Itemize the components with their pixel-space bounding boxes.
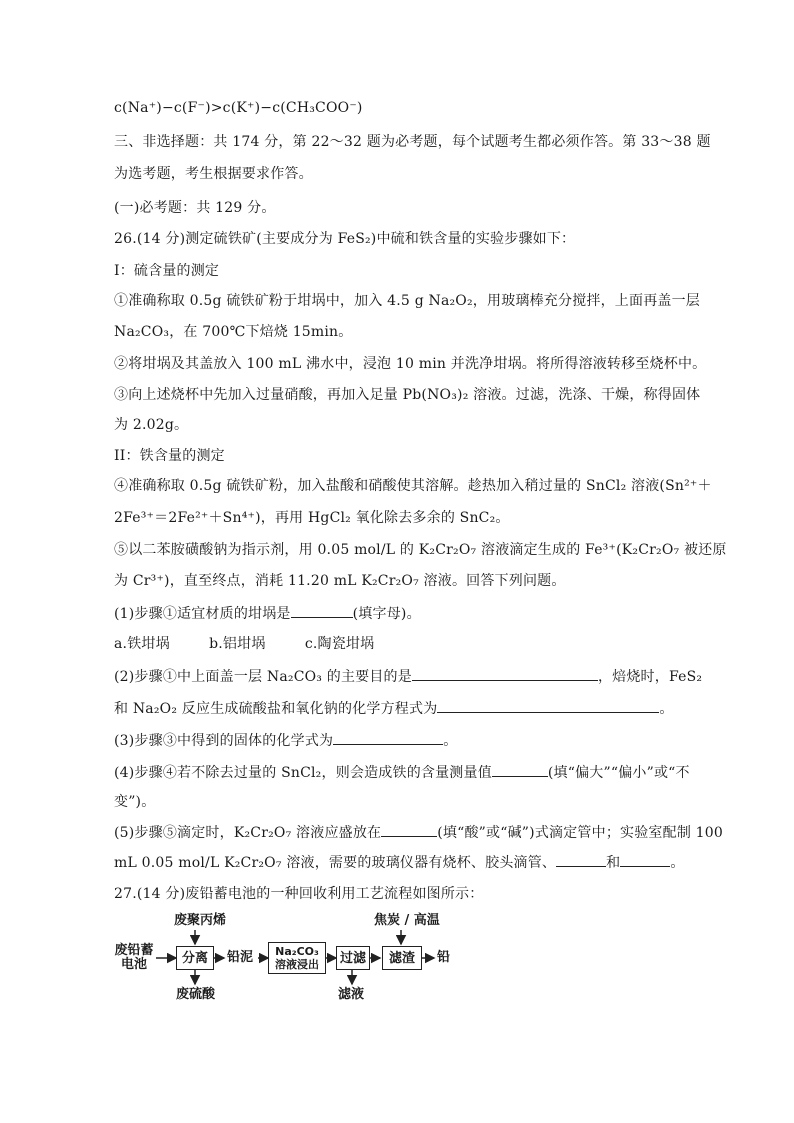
answer-option-text: c(Na⁺)−c(F⁻)>c(K⁺)−c(CH₃COO⁻) — [114, 100, 363, 116]
step-3-text-cont: 为 2.02g。 — [114, 417, 189, 433]
box-filter: 过滤 — [336, 946, 370, 970]
question-4-text: (4)步骤④若不除去过量的 SnCl₂，则会造成铁的含量测量值 — [114, 765, 492, 781]
answer-blank-2a[interactable] — [412, 666, 598, 681]
question-4-hint: (填“偏大”“偏小”或“不 — [547, 765, 690, 781]
start-label-line2: 电池 — [120, 957, 147, 972]
answer-blank-5c[interactable] — [620, 852, 670, 867]
question-1-hint: (填字母)。 — [352, 606, 421, 622]
question-5-and: 和 — [606, 855, 621, 871]
step-5-text: ⑤以二苯胺磺酸钠为指示剂，用 0.05 mol/L 的 K₂Cr₂O₇ 溶液滴定生成的 Fe³⁺(K₂Cr₂O₇ 被还原 — [114, 542, 727, 558]
start-label — [112, 944, 156, 972]
question-1-text: (1)步骤①适宜材质的坩埚是 — [114, 606, 291, 622]
question-5-end: 。 — [670, 855, 685, 871]
label-waste-sulfuric-acid: 废硫酸 — [176, 987, 216, 1002]
option-b: b.铝坩埚 — [209, 636, 266, 652]
start-label-line1: 废铅蓄 — [114, 943, 154, 958]
question-5-text-mid: (填“酸”或“碱”)式滴定管中；实验室配制 100 — [437, 825, 723, 841]
question-5-text: (5)步骤⑤滴定时，K₂Cr₂O₇ 溶液应盛放在 — [114, 825, 382, 841]
label-filtrate: 滤液 — [338, 987, 365, 1002]
box-na2co3-line2: 溶液浸出 — [275, 958, 319, 971]
option-a: a.铁坩埚 — [114, 636, 170, 652]
answer-blank-1[interactable] — [291, 603, 353, 618]
step-1-text: ①准确称取 0.5g 硫铁矿粉于坩埚中，加入 4.5 g Na₂O₂，用玻璃棒充分搅拌，上面再盖一层 — [114, 293, 701, 309]
question-26-title: 26.(14 分)测定硫铁矿(主要成分为 FeS₂)中硫和铁含量的实验步骤如下： — [114, 231, 576, 247]
question-3-end: 。 — [443, 733, 458, 749]
question-2-end: 。 — [659, 701, 674, 717]
answer-blank-5b[interactable] — [556, 852, 606, 867]
subsection-heading: (一)必考题：共 129 分。 — [114, 200, 276, 216]
part-2-heading: II：铁含量的测定 — [114, 448, 225, 464]
question-5-text-2: mL 0.05 mol/L K₂Cr₂O₇ 溶液，需要的玻璃仪器有烧杯、胶头滴管、 — [114, 855, 557, 871]
question-27-title: 27.(14 分)废铅蓄电池的一种回收利用工艺流程如图所示： — [114, 886, 484, 902]
question-1 — [114, 603, 694, 624]
box-na2co3-leach — [268, 942, 326, 974]
question-3 — [114, 730, 694, 751]
label-coke-high-temp: 焦炭 / 高温 — [374, 913, 440, 928]
step-5-text-cont: 为 Cr³⁺)，直至终点，消耗 11.20 mL K₂Cr₂O₇ 溶液。回答下列问题。 — [114, 573, 566, 589]
step-1-text-cont: Na₂CO₃，在 700℃下焙烧 15min。 — [114, 324, 353, 340]
part-1-heading: I：硫含量的测定 — [114, 263, 220, 279]
answer-blank-4[interactable] — [492, 762, 548, 777]
label-waste-polypropylene: 废聚丙烯 — [174, 913, 227, 928]
label-lead: 铅 — [437, 950, 451, 965]
question-4-cont: 变”)。 — [114, 794, 156, 810]
answer-blank-2b[interactable] — [437, 698, 659, 713]
question-2 — [114, 666, 703, 687]
step-4-text-cont: 2Fe³⁺＝2Fe²⁺＋Sn⁴⁺)，再用 HgCl₂ 氧化除去多余的 SnC₂。 — [114, 510, 510, 526]
question-5-cont — [114, 852, 694, 873]
step-3-text: ③向上述烧杯中先加入过量硝酸，再加入足量 Pb(NO₃)₂ 溶液。过滤，洗涤、干燥，称得固体 — [114, 387, 701, 403]
question-5 — [114, 822, 723, 843]
question-3-text: (3)步骤③中得到的固体的化学式为 — [114, 733, 334, 749]
section-heading-cont: 为选考题，考生根据要求作答。 — [114, 166, 313, 182]
box-na2co3-line1: Na₂CO₃ — [275, 945, 319, 958]
question-1-options — [114, 634, 694, 654]
process-flowchart — [112, 912, 472, 1004]
label-lead-mud: 铅泥 — [227, 950, 254, 965]
question-2-text-2: 和 Na₂O₂ 反应生成硫酸盐和氧化钠的化学方程式为 — [114, 701, 438, 717]
box-residue: 滤渣 — [382, 946, 422, 970]
box-separate: 分离 — [176, 946, 214, 970]
question-2-text: (2)步骤①中上面盖一层 Na₂CO₃ 的主要目的是 — [114, 669, 412, 685]
option-c: c.陶瓷坩埚 — [304, 636, 375, 652]
answer-blank-3[interactable] — [333, 730, 443, 745]
section-heading: 三、非选择题：共 174 分，第 22～32 题为必考题，每个试题考生都必须作答。第 33～38 题 — [114, 134, 711, 150]
answer-blank-5a[interactable] — [381, 822, 437, 837]
question-2-cont — [114, 698, 694, 719]
step-2-text: ②将坩埚及其盖放入 100 mL 沸水中，浸泡 10 min 并洗净坩埚。将所得溶液转移至烧杯中。 — [114, 356, 707, 372]
question-2-text-mid: ，焙烧时，FeS₂ — [597, 669, 703, 685]
question-4 — [114, 762, 694, 783]
step-4-text: ④准确称取 0.5g 硫铁矿粉，加入盐酸和硝酸使其溶解。趁热加入稍过量的 SnCl₂ 溶液(Sn²⁺＋ — [114, 478, 712, 494]
